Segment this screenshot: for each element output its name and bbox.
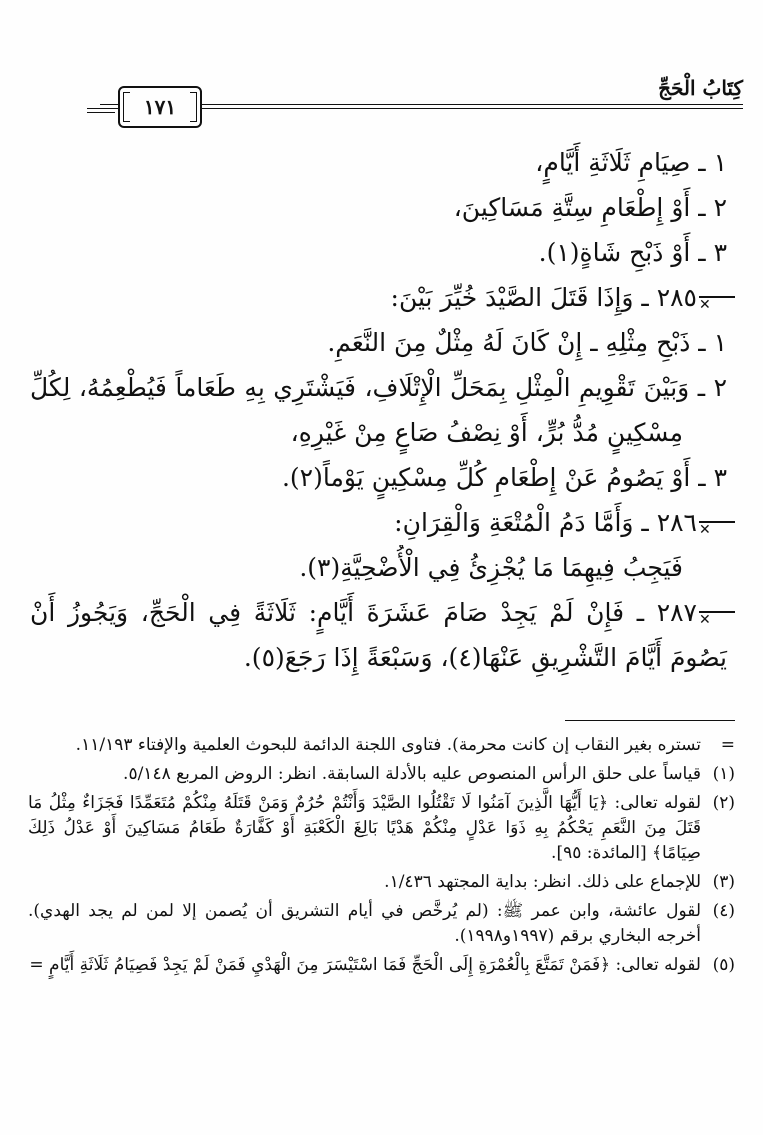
text-line-1: ١ ـ صِيَامِ ثَلَاثَةِ أَيَّامٍ، (535, 148, 727, 177)
text-line-12: يَصُومَ أَيَّامَ التَّشْرِيقِ عَنْهَا(٤)، وَسَبْعَةً إِذَا رَجَعَ(٥). (243, 643, 727, 672)
footnote-label: = (720, 735, 735, 755)
footnote (28, 870, 735, 895)
main-text (30, 140, 735, 680)
footnote-text: للإجماع على ذلك. انظر: بداية المجتهد ١/٤٣٦. (384, 872, 701, 892)
section-heading-285 (30, 275, 735, 320)
text-line-6: ٢ ـ وَبَيْنَ تَقْوِيمِ الْمِثْلِ بِمَحَلِّ الْإِتْلَافِ، فَيَشْتَرِي بِهِ طَعَاماً فَيُطْعِمُهُ، لِكُلِّ (30, 373, 727, 402)
text-line-2: ٢ ـ أَوْ إِطْعَامِ سِتَّةِ مَسَاكِينَ، (453, 193, 727, 222)
footnote-text: لقول عائشة، وابن عمر ﷺ: (لم يُرخَّص في أيام التشريق أن يُصمن إلا لمن لم يجد الهدي). أخرجه البخاري برقم (١٩٩٧و١٩٩٨). (28, 901, 701, 946)
section-heading-287 (30, 590, 735, 635)
page-number: ١٧١ (143, 95, 177, 119)
footnote-text: لقوله تعالى: ﴿يَا أَيُّهَا الَّذِينَ آمَنُوا لَا تَقْتُلُوا الصَّيْدَ وَأَنْتُمْ حُرُمٌ وَمَنْ قَتَلَهُ مِنْكُمْ مُتَعَمِّدًا فَجَزَاءٌ مِثْلُ مَا قَتَلَ مِنَ النَّعَمِ يَحْكُمُ بِهِ ذَوَا عَدْلٍ مِنْكُمْ هَدْيًا بَالِغَ الْكَعْبَةِ أَوْ كَفَّارَةٌ طَعَامُ مَسَاكِينَ أَوْ عَدْلُ ذَلِكَ صِيَامًا﴾ [المائدة: ٩٥]. (28, 793, 701, 863)
footnote-text: تستره بغير النقاب إن كانت محرمة). فتاوى اللجنة الدائمة للبحوث العلمية والإفتاء ١١/١٩٣. (75, 735, 701, 755)
text-line-5: ١ ـ ذَبْحِ مِثْلِهِ ـ إِنْ كَانَ لَهُ مِثْلٌ مِنَ النَّعَمِ. (327, 328, 727, 357)
footnote-text: لقوله تعالى: ﴿فَمَنْ تَمَتَّعَ بِالْعُمْرَةِ إِلَى الْحَجِّ فَمَا اسْتَيْسَرَ مِنَ الْهَدْيِ فَمَنْ لَمْ يَجِدْ فَصِيَامُ ثَلَاثَةِ أَيَّامٍ = (29, 955, 701, 975)
footnote-separator (565, 720, 735, 721)
footnote-label: (٢) (712, 793, 735, 813)
footnote (28, 791, 735, 866)
footnote-label: (٣) (712, 872, 735, 892)
running-header-title: كِتَابُ الْحَجِّ (658, 76, 743, 100)
footnote-label: (١) (712, 764, 735, 784)
footnotes (28, 733, 735, 978)
section-heading-text: ٢٨٦ ـ وَأَمَّا دَمُ الْمُتْعَةِ وَالْقِرَانِ: (394, 508, 697, 537)
footnote-label: (٥) (712, 955, 735, 975)
text-line-10: فَيَجِبُ فِيهِمَا مَا يُجْزِئُ فِي الْأُضْحِيَّةِ(٣). (299, 553, 683, 582)
section-heading-text: ٢٨٧ ـ فَإِنْ لَمْ يَجِدْ صَامَ عَشَرَةَ أَيَّامٍ: ثَلَاثَةً فِي الْحَجِّ، وَيَجُوزُ أَنْ (30, 598, 697, 627)
footnote (28, 733, 735, 758)
footnote-label: (٤) (712, 901, 735, 921)
footnote (28, 953, 735, 978)
section-marker-icon (699, 521, 735, 524)
section-heading-text: ٢٨٥ ـ وَإِذَا قَتَلَ الصَّيْدَ خُيِّرَ بَيْنَ: (390, 283, 697, 312)
page-number-box (118, 86, 202, 128)
footnote (28, 899, 735, 949)
section-marker-icon (699, 611, 735, 614)
header-left-rule (87, 108, 115, 113)
section-heading-286 (30, 500, 735, 545)
text-line-8: ٣ ـ أَوْ يَصُومُ عَنْ إِطْعَامِ كُلِّ مِسْكِينٍ يَوْماً(٢). (281, 463, 727, 492)
footnote-text: قياساً على حلق الرأس المنصوص عليه بالأدلة السابقة. انظر: الروض المربع ٥/١٤٨. (123, 764, 701, 784)
text-line-3: ٣ ـ أَوْ ذَبْحِ شَاةٍ(١). (538, 238, 727, 267)
text-line-7: مِسْكِينٍ مُدُّ بُرٍّ، أَوْ نِصْفُ صَاعٍ مِنْ غَيْرِهِ، (290, 418, 683, 447)
section-marker-icon (699, 296, 735, 299)
footnote (28, 762, 735, 787)
